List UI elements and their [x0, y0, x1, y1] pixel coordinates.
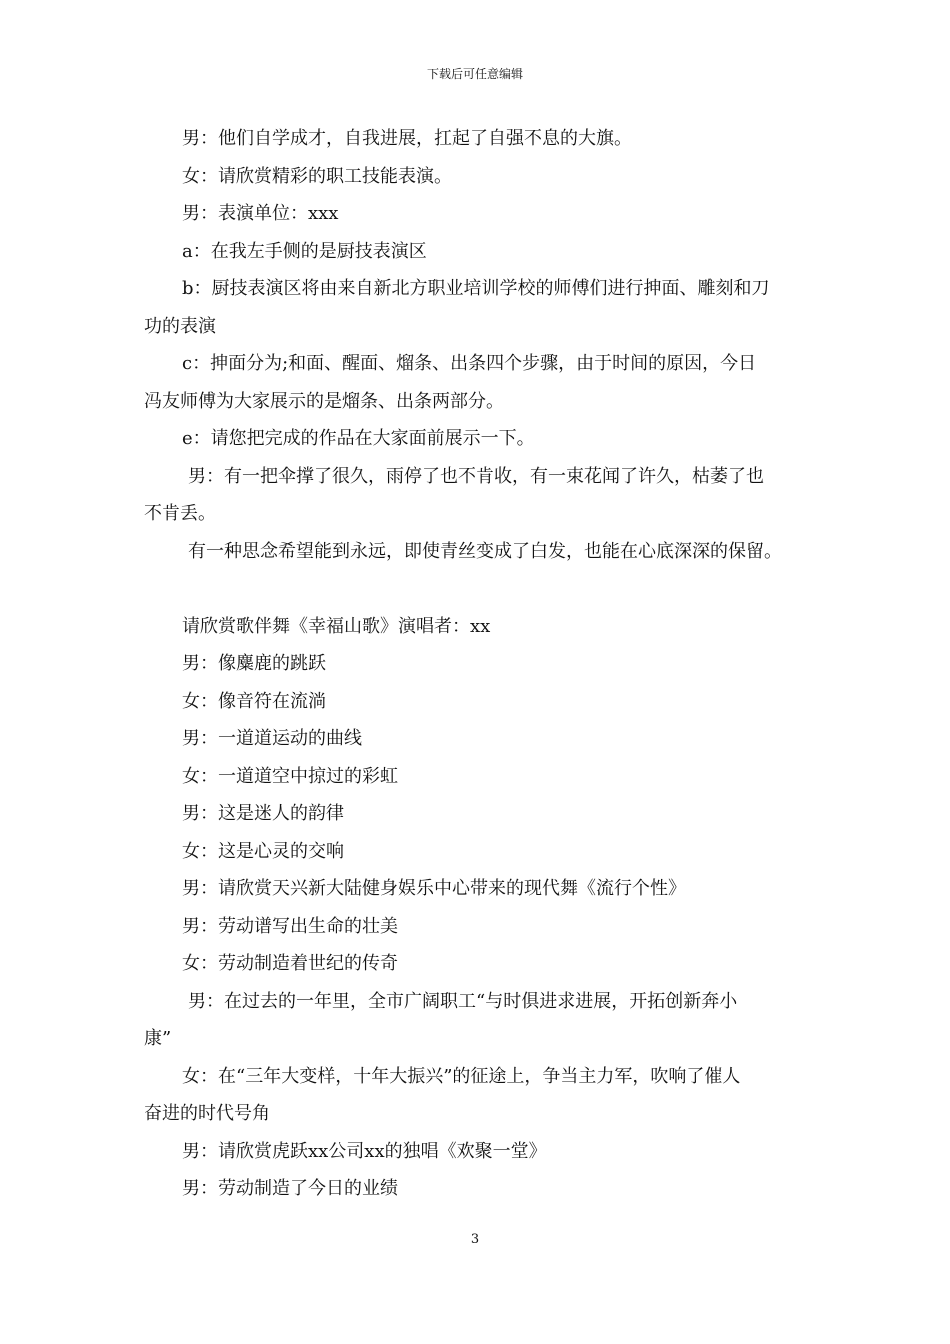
text-line: 男：劳动谱写出生命的壮美 [182, 915, 398, 937]
paragraph [144, 870, 810, 908]
text-line: c：抻面分为;和面、醒面、熘条、出条四个步骤，由于时间的原因，今日 [182, 353, 757, 374]
paragraph [144, 945, 810, 983]
paragraph [144, 795, 810, 833]
paragraph [144, 420, 810, 458]
text-line: 男：他们自学成才，自我进展，扛起了自强不息的大旗。 [182, 128, 632, 149]
paragraph [144, 833, 810, 871]
text-line: 男：劳动制造了今日的业绩 [182, 1178, 398, 1199]
paragraph [144, 720, 810, 758]
page-number: 3 [470, 1232, 480, 1247]
text-line: 女：这是心灵的交响 [182, 840, 344, 862]
text-line: 男：请欣赏天兴新大陆健身娱乐中心带来的现代舞《流行个性》 [182, 878, 686, 899]
document-body [144, 120, 810, 1208]
text-line: 男：有一把伞撑了很久，雨停了也不肯收，有一束花闻了许久，枯萎了也 [188, 465, 764, 487]
paragraph [144, 233, 810, 271]
text-line: 请欣赏歌伴舞《幸福山歌》演唱者：xx [182, 615, 491, 637]
text-line: 男：一道道运动的曲线 [182, 728, 362, 749]
text-line: 女：劳动制造着世纪的传奇 [182, 953, 398, 974]
page-header: 下载后可任意编辑 [426, 67, 523, 81]
paragraph [144, 120, 810, 158]
paragraph-spacer [144, 570, 810, 608]
paragraph [144, 1170, 810, 1208]
text-line: 女：在“三年大变样，十年大振兴”的征途上，争当主力军，吹响了催人 [182, 1065, 741, 1087]
text-line: 康” [144, 1028, 172, 1049]
paragraph [144, 645, 810, 683]
text-line: 奋进的时代号角 [144, 1103, 270, 1124]
paragraph [144, 1058, 810, 1133]
text-line: 冯友师傅为大家展示的是熘条、出条两部分。 [144, 390, 504, 412]
paragraph [144, 908, 810, 946]
text-line: 功的表演 [144, 315, 216, 337]
text-line: b：厨技表演区将由来自新北方职业培训学校的师傅们进行抻面、雕刻和刀 [182, 278, 770, 299]
paragraph [144, 533, 810, 571]
text-line: 女：像音符在流淌 [182, 690, 326, 712]
text-line: 男：表演单位：xxx [182, 203, 339, 224]
paragraph [144, 158, 810, 196]
text-line: 不肯丢。 [144, 503, 216, 524]
text-line: 女：一道道空中掠过的彩虹 [182, 765, 398, 787]
text-line: 女：请欣赏精彩的职工技能表演。 [182, 165, 452, 187]
text-line: a：在我左手侧的是厨技表演区 [182, 240, 427, 262]
paragraph [144, 195, 810, 233]
paragraph [144, 458, 810, 533]
paragraph [144, 983, 810, 1058]
paragraph [144, 1133, 810, 1171]
text-line: e：请您把完成的作品在大家面前展示一下。 [182, 428, 535, 449]
text-line: 男：在过去的一年里，全市广阔职工“与时俱进求进展，开拓创新奔小 [188, 990, 738, 1012]
text-line: 男：请欣赏虎跃xx公司xx的独唱《欢聚一堂》 [182, 1140, 547, 1162]
paragraph [144, 683, 810, 721]
paragraph [144, 345, 810, 420]
text-line: 男：这是迷人的韵律 [182, 803, 344, 824]
paragraph [144, 270, 810, 345]
paragraph [144, 758, 810, 796]
paragraph [144, 608, 810, 646]
text-line: 男：像麋鹿的跳跃 [182, 653, 326, 674]
text-line: 有一种思念希望能到永远，即使青丝变成了白发，也能在心底深深的保留。 [188, 540, 782, 562]
